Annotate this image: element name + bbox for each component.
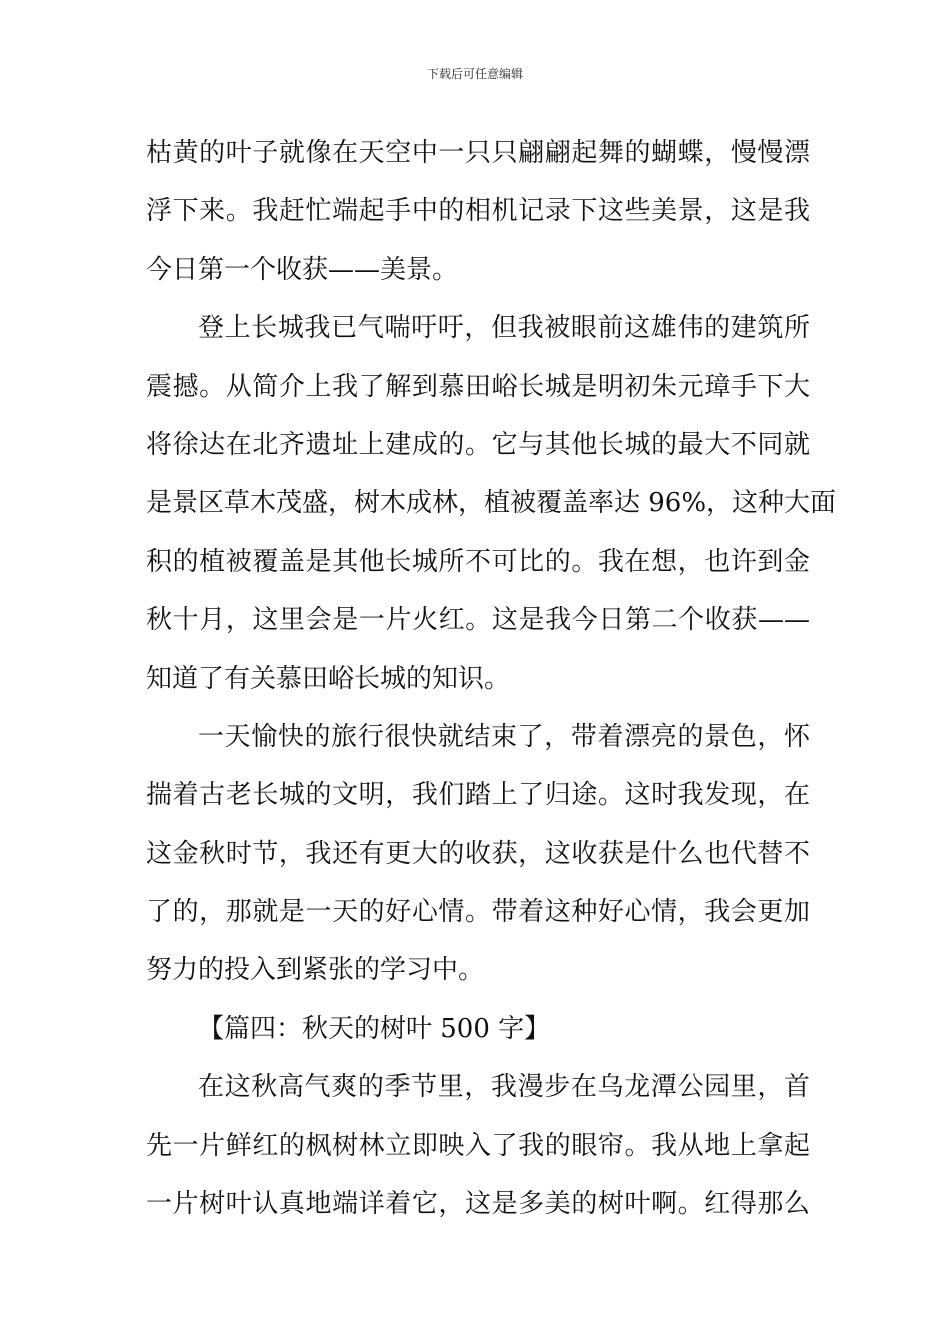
text-line: 积的植被覆盖是其他长城所不可比的。我在想，也许到金 — [146, 546, 810, 577]
text-line: 努力的投入到紧张的学习中。 — [146, 955, 485, 986]
text-line: 浮下来。我赶忙端起手中的相机记录下这些美景，这是我 — [146, 196, 810, 227]
text-line: 震撼。从简介上我了解到慕田峪长城是明初朱元璋手下大 — [146, 371, 810, 402]
text-line: 先一片鲜红的枫树林立即映入了我的眼帘。我从地上拿起 — [146, 1130, 810, 1161]
text-line: 登上长城我已气喘吁吁，但我被眼前这雄伟的建筑所 — [198, 313, 810, 344]
text-line: 在这秋高气爽的季节里，我漫步在乌龙潭公园里，首 — [198, 1072, 810, 1103]
text-line: 一片树叶认真地端详着它，这是多美的树叶啊。红得那么 — [146, 1189, 810, 1220]
text-line: 将徐达在北齐遗址上建成的。它与其他长城的最大不同就 — [146, 429, 810, 460]
text-line: 今日第一个收获——美景。 — [146, 254, 459, 285]
text-line: 秋十月，这里会是一片火红。这是我今日第二个收获—— — [146, 605, 810, 636]
body-text — [146, 124, 837, 1233]
text-line: 枯黄的叶子就像在天空中一只只翩翩起舞的蝴蝶，慢慢漂 — [146, 138, 810, 168]
page-header: 下载后可任意编辑 — [426, 67, 523, 81]
section-heading: 【篇四：秋天的树叶 500 字】 — [198, 1013, 551, 1044]
text-line: 一天愉快的旅行很快就结束了，带着漂亮的景色，怀 — [198, 721, 810, 752]
text-line: 知道了有关慕田峪长城的知识。 — [146, 663, 511, 694]
text-line: 揣着古老长城的文明，我们踏上了归途。这时我发现，在 — [146, 780, 810, 811]
text-line: 是景区草木茂盛，树木成林，植被覆盖率达 96%，这种大面 — [146, 488, 837, 519]
text-line: 这金秋时节，我还有更大的收获，这收获是什么也代替不 — [146, 838, 810, 869]
text-line: 了的，那就是一天的好心情。带着这种好心情，我会更加 — [146, 897, 810, 928]
